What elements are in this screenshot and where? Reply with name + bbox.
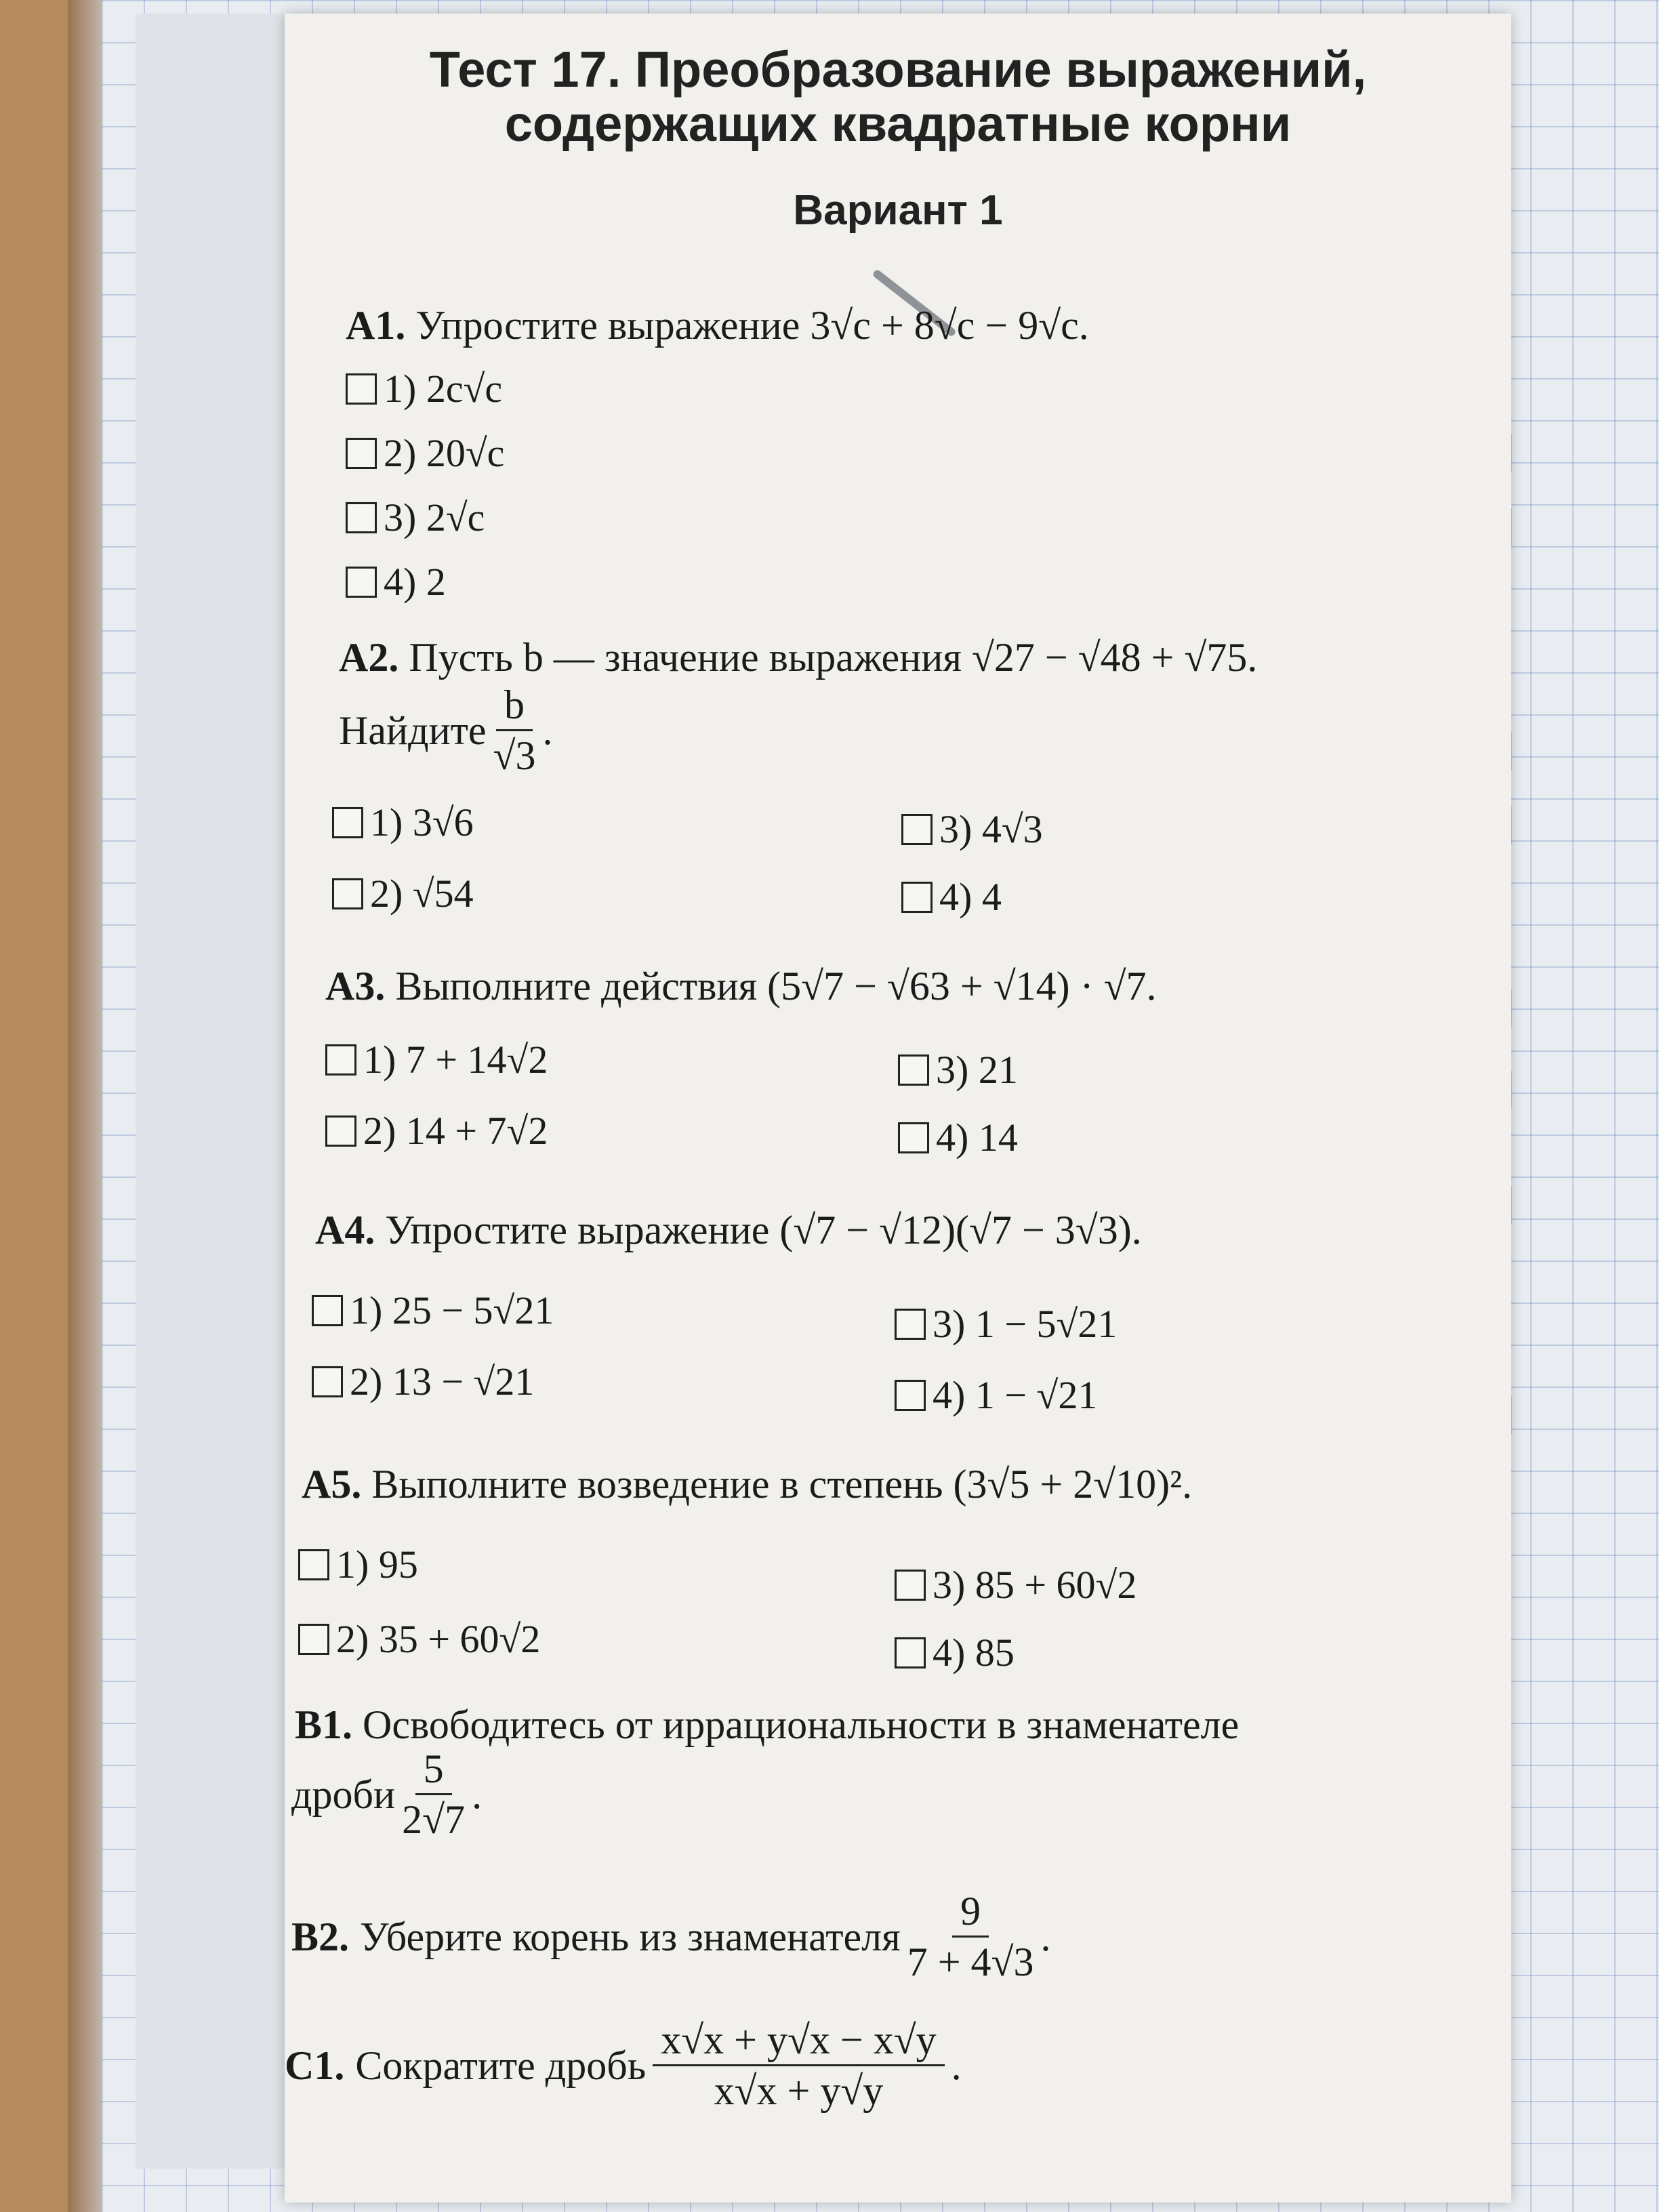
option-label: 4) 85 bbox=[933, 1631, 1015, 1675]
option-label: 2) 20√c bbox=[384, 431, 505, 475]
page-title-line2: содержащих квадратные корни bbox=[504, 96, 1292, 152]
answer-checkbox[interactable] bbox=[332, 878, 363, 909]
question-expression: √27 − √48 + √75. bbox=[971, 635, 1258, 680]
option-a2-1[interactable] bbox=[332, 800, 474, 845]
question-b2: В2. Уберите корень из знаменателя $\frac{9}{7 + 4√3}$ . bbox=[291, 1889, 1051, 1984]
option-label: 3) 1 − 5√21 bbox=[933, 1302, 1118, 1346]
question-text: Упростите выражение bbox=[385, 1208, 770, 1252]
answer-checkbox[interactable] bbox=[325, 1115, 356, 1147]
option-a4-3[interactable] bbox=[895, 1301, 1117, 1347]
question-text: Выполните действия bbox=[395, 964, 758, 1008]
option-a1-4[interactable] bbox=[346, 559, 446, 605]
answer-checkbox[interactable] bbox=[346, 502, 377, 533]
option-label: 4) 1 − √21 bbox=[933, 1373, 1098, 1417]
question-expression: (√7 − √12)(√7 − 3√3). bbox=[779, 1208, 1142, 1252]
question-label: А5. bbox=[302, 1462, 362, 1507]
question-text: Сократите дробь bbox=[355, 2043, 647, 2088]
fraction-numerator: b bbox=[496, 684, 533, 731]
question-a2 bbox=[339, 637, 1257, 678]
question-expression: (3√5 + 2√10)². bbox=[953, 1462, 1193, 1507]
question-label: В2. bbox=[291, 1914, 350, 1959]
answer-checkbox[interactable] bbox=[298, 1549, 329, 1580]
option-a4-2[interactable] bbox=[312, 1359, 534, 1404]
question-text: Найдите bbox=[339, 708, 487, 753]
question-a4 bbox=[315, 1210, 1142, 1250]
option-a1-2[interactable] bbox=[346, 430, 504, 476]
option-label: 1) 2c√c bbox=[384, 367, 503, 411]
question-text: Уберите корень из знаменателя bbox=[360, 1914, 901, 1959]
option-a5-4[interactable] bbox=[895, 1630, 1015, 1675]
option-label: 1) 7 + 14√2 bbox=[363, 1038, 548, 1082]
fraction bbox=[907, 1891, 1034, 1982]
answer-checkbox[interactable] bbox=[312, 1366, 343, 1397]
question-expression: (5√7 − √63 + √14) · √7. bbox=[767, 964, 1157, 1008]
option-label: 3) 4√3 bbox=[939, 807, 1043, 851]
option-a4-4[interactable] bbox=[895, 1372, 1097, 1418]
fraction-denominator: x√x + y√y bbox=[714, 2068, 884, 2113]
option-label: 1) 25 − 5√21 bbox=[350, 1288, 554, 1332]
question-a1 bbox=[346, 305, 1089, 346]
option-a3-1[interactable] bbox=[325, 1037, 548, 1082]
answer-checkbox[interactable] bbox=[895, 1570, 926, 1601]
option-a3-3[interactable] bbox=[898, 1047, 1018, 1092]
option-label: 4) 2 bbox=[384, 560, 446, 604]
question-a5 bbox=[302, 1462, 1193, 1507]
question-text: Упростите выражение bbox=[415, 303, 800, 348]
option-a4-1[interactable] bbox=[312, 1288, 554, 1333]
question-label: В1. bbox=[295, 1702, 353, 1747]
fraction-numerator: 9 bbox=[952, 1891, 989, 1938]
option-label: 4) 14 bbox=[936, 1115, 1018, 1160]
question-a3 bbox=[325, 966, 1157, 1006]
answer-checkbox[interactable] bbox=[312, 1295, 343, 1326]
fraction-denominator: 7 + 4√3 bbox=[907, 1940, 1034, 1984]
question-expression: 3√c + 8√c − 9√c. bbox=[810, 303, 1089, 348]
answer-checkbox[interactable] bbox=[898, 1054, 929, 1086]
option-a5-2[interactable] bbox=[298, 1616, 540, 1662]
question-text: Пусть b — значение выражения bbox=[409, 635, 962, 680]
question-b1 bbox=[295, 1704, 1239, 1745]
question-text: Освободитесь от иррациональности в знаменателе bbox=[363, 1702, 1240, 1747]
question-c1: С1. Сократите дробь $\frac{x√x + y√x - x√y}{x√x + y√y}$ . bbox=[285, 2018, 962, 2113]
question-text: Выполните возведение в степень bbox=[371, 1462, 943, 1507]
question-b1-fraction: дроби $\frac{5}{2√7}$ . bbox=[291, 1746, 483, 1842]
answer-checkbox[interactable] bbox=[898, 1122, 929, 1153]
option-a3-4[interactable] bbox=[898, 1115, 1018, 1160]
fraction bbox=[493, 684, 536, 776]
question-label: А2. bbox=[339, 635, 399, 680]
question-label: С1. bbox=[285, 2043, 345, 2088]
option-a1-1[interactable] bbox=[346, 366, 502, 411]
answer-checkbox[interactable] bbox=[346, 567, 377, 598]
option-a2-4[interactable] bbox=[901, 874, 1002, 920]
answer-checkbox[interactable] bbox=[895, 1380, 926, 1411]
fraction bbox=[402, 1748, 465, 1840]
answer-checkbox[interactable] bbox=[895, 1637, 926, 1668]
option-a1-3[interactable] bbox=[346, 495, 485, 540]
fraction-numerator: 5 bbox=[415, 1748, 452, 1795]
answer-checkbox[interactable] bbox=[325, 1044, 356, 1076]
option-a2-2[interactable] bbox=[332, 871, 474, 916]
question-label: А3. bbox=[325, 964, 386, 1008]
option-label: 3) 85 + 60√2 bbox=[933, 1563, 1137, 1607]
option-label: 4) 4 bbox=[939, 875, 1002, 919]
answer-checkbox[interactable] bbox=[901, 882, 933, 913]
option-a5-3[interactable] bbox=[895, 1562, 1136, 1607]
fraction bbox=[653, 2020, 944, 2111]
question-text: дроби bbox=[291, 1771, 396, 1817]
variant-heading: Вариант 1 bbox=[793, 187, 1003, 234]
fraction-denominator: 2√7 bbox=[402, 1797, 466, 1842]
answer-checkbox[interactable] bbox=[346, 438, 377, 469]
option-label: 2) 14 + 7√2 bbox=[363, 1109, 548, 1153]
option-a3-2[interactable] bbox=[325, 1108, 548, 1153]
question-label: А1. bbox=[346, 303, 406, 348]
answer-checkbox[interactable] bbox=[346, 373, 377, 405]
option-a5-1[interactable] bbox=[298, 1542, 418, 1587]
option-a2-3[interactable] bbox=[901, 806, 1043, 852]
option-label: 2) √54 bbox=[370, 872, 474, 916]
fraction-denominator: √3 bbox=[493, 733, 536, 778]
answer-checkbox[interactable] bbox=[895, 1309, 926, 1340]
answer-checkbox[interactable] bbox=[298, 1624, 329, 1655]
question-a2-find: Найдите $\frac{b}{√3}$ . bbox=[339, 682, 553, 778]
answer-checkbox[interactable] bbox=[901, 814, 933, 845]
page-title-line1: Тест 17. Преобразование выражений, bbox=[429, 41, 1367, 98]
option-label: 3) 21 bbox=[936, 1048, 1018, 1092]
fraction-numerator: x√x + y√x − x√y bbox=[653, 2020, 944, 2066]
option-label: 2) 35 + 60√2 bbox=[336, 1617, 541, 1661]
option-label: 1) 3√6 bbox=[370, 800, 474, 844]
test-sheet bbox=[285, 14, 1511, 2203]
answer-checkbox[interactable] bbox=[332, 807, 363, 838]
option-label: 3) 2√c bbox=[384, 495, 485, 539]
option-label: 2) 13 − √21 bbox=[350, 1359, 535, 1404]
question-label: А4. bbox=[315, 1208, 375, 1252]
option-label: 1) 95 bbox=[336, 1542, 418, 1586]
